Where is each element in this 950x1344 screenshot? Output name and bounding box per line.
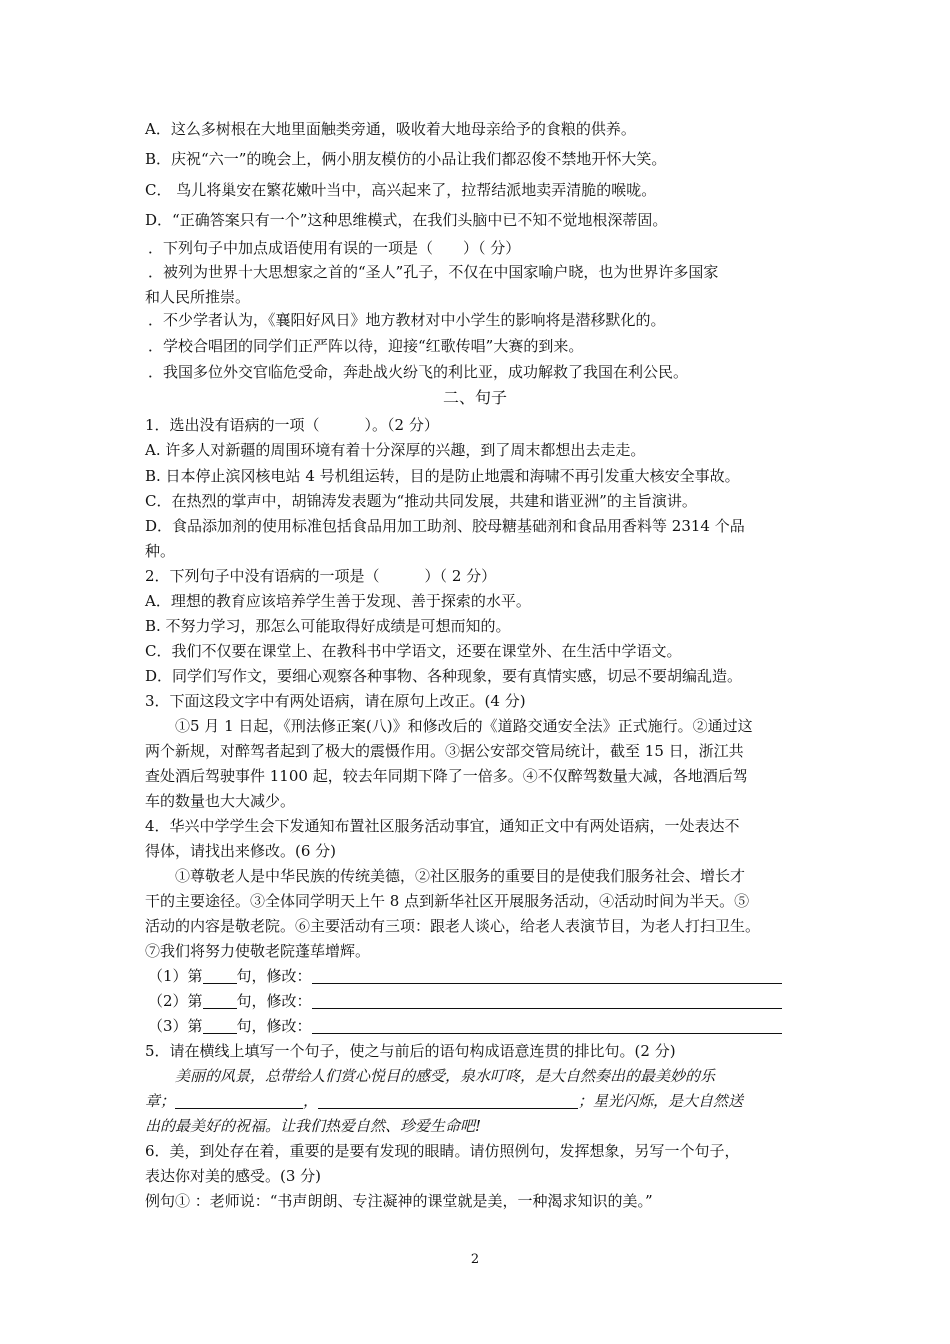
- answer-mid: 句，修改：: [236, 1017, 312, 1035]
- q4-passage: ①尊敬老人是中华民族的传统美德，②社区服务的重要目的是使我们服务社会、增长才: [175, 867, 746, 885]
- option-c: C． 鸟儿将巢安在繁花嫩叶当中，高兴起来了，拉帮结派地卖弄清脆的喉咙。: [145, 181, 657, 199]
- q6-example: 例句① ：老师说：“书声朗朗、专注凝神的课堂就是美，一种渴求知识的美。”: [145, 1192, 653, 1210]
- option-line: 和人民所推崇。: [145, 288, 251, 306]
- q4-stem: 4．华兴中学学生会下发通知布置社区服务活动事宜，通知正文中有两处语病，一处表达不: [145, 817, 740, 835]
- answer-blank[interactable]: [203, 1017, 237, 1034]
- question-stem: ．下列句子中加点成语使用有误的一项是（ ）（ 分）: [148, 239, 521, 257]
- q1-option: C．在热烈的掌声中，胡锦涛发表题为“推动共同发展，共建和谐亚洲”的主旨演讲。: [145, 492, 697, 510]
- page-number: 2: [470, 1252, 480, 1267]
- q4-passage: ⑦我们将努力使敬老院蓬荜增辉。: [145, 942, 371, 960]
- q5-text: ，: [303, 1092, 319, 1110]
- answer-blank[interactable]: [312, 1017, 782, 1034]
- q2-option: C．我们不仅要在课堂上、在教科书中学语文，还要在课堂外、在生活中学语文。: [145, 642, 682, 660]
- q1-option: A. 许多人对新疆的周围环境有着十分深厚的兴趣，到了周末都想出去走走。: [145, 441, 646, 459]
- q2-option: A．理想的教育应该培养学生善于发现、善于探索的水平。: [145, 592, 531, 610]
- q5-line: 美丽的风景，总带给人们赏心悦目的感受，泉水叮咚，是大自然奏出的最美妙的乐: [175, 1067, 716, 1085]
- answer-prefix: （3）第: [148, 1017, 203, 1035]
- answer-row: [148, 1016, 782, 1036]
- q3-passage: 两个新规，对醉驾者起到了极大的震慑作用。③据公安部交管局统计，截至 15 日，浙江共: [145, 742, 744, 760]
- q6-stem: 表达你对美的感受。(3 分): [145, 1167, 322, 1185]
- answer-row: [148, 991, 782, 1011]
- q5-text: 章；: [145, 1092, 176, 1110]
- q5-blank[interactable]: [175, 1092, 303, 1109]
- answer-blank[interactable]: [312, 992, 782, 1009]
- q5-line: [145, 1091, 810, 1111]
- q6-stem: 6．美，到处存在着，重要的是要有发现的眼睛。请仿照例句，发挥想象，另写一个句子，: [145, 1142, 740, 1160]
- q1-option: 种。: [145, 542, 176, 560]
- q1-option: D．食品添加剂的使用标准包括食品用加工助剂、胶母糖基础剂和食品用香料等 2314 个品: [145, 517, 745, 535]
- answer-row: [148, 966, 782, 986]
- q3-stem: 3．下面这段文字中有两处语病，请在原句上改正。(4 分): [145, 692, 526, 710]
- option-line: ．学校合唱团的同学们正严阵以待，迎接“红歌传唱”大赛的到来。: [148, 337, 584, 355]
- q2-option: B. 不努力学习，那怎么可能取得好成绩是可想而知的。: [145, 617, 511, 635]
- q3-passage: 查处酒后驾驶事件 1100 起，较去年同期下降了一倍多。④不仅醉驾数量大减，各地酒后驾: [145, 767, 748, 785]
- q4-stem: 得体，请找出来修改。(6 分): [145, 842, 337, 860]
- q5-text: ；星光闪烁，是大自然送: [578, 1092, 744, 1110]
- answer-blank[interactable]: [203, 967, 237, 984]
- q2-option: D．同学们写作文，要细心观察各种事物、各种现象，要有真情实感，切忌不要胡编乱造。: [145, 667, 743, 685]
- option-a: A．这么多树根在大地里面触类旁通，吸收着大地母亲给予的食粮的供养。: [145, 120, 636, 138]
- q5-blank[interactable]: [318, 1092, 578, 1109]
- q1-stem: 1．选出没有语病的一项（ ）。（2 分）: [145, 416, 439, 434]
- answer-blank[interactable]: [312, 967, 782, 984]
- answer-mid: 句，修改：: [236, 967, 312, 985]
- section-heading: 二、句子: [442, 388, 507, 407]
- q5-line: 出的最美好的祝福。让我们热爱自然、珍爱生命吧!: [145, 1117, 482, 1135]
- q5-stem: 5．请在横线上填写一个句子，使之与前后的语句构成语意连贯的排比句。(2 分): [145, 1042, 676, 1060]
- q1-option: B. 日本停止滨冈核电站 4 号机组运转，目的是防止地震和海啸不再引发重大核安全事故。: [145, 467, 740, 485]
- answer-mid: 句，修改：: [236, 992, 312, 1010]
- answer-prefix: （2）第: [148, 992, 203, 1010]
- q4-passage: 干的主要途径。③全体同学明天上午 8 点到新华社区开展服务活动，④活动时间为半天。⑤: [145, 892, 750, 910]
- q2-stem: 2．下列句子中没有语病的一项是（ ）（ 2 分）: [145, 567, 497, 585]
- q3-passage: 车的数量也大大减少。: [145, 792, 296, 810]
- answer-blank[interactable]: [203, 992, 237, 1009]
- option-line: ．不少学者认为，《襄阳好风日》地方教材对中小学生的影响将是潜移默化的。: [148, 311, 666, 329]
- q3-passage: ①5 月 1 日起，《刑法修正案(八)》和修改后的《道路交通安全法》正式施行。②通过这: [175, 717, 753, 735]
- answer-prefix: （1）第: [148, 967, 203, 985]
- option-line: ．我国多位外交官临危受命，奔赴战火纷飞的利比亚，成功解救了我国在利公民。: [148, 363, 689, 381]
- option-b: B．庆祝“六一”的晚会上，俩小朋友模仿的小品让我们都忍俊不禁地开怀大笑。: [145, 150, 667, 168]
- option-d: D．“正确答案只有一个”这种思维模式，在我们头脑中已不知不觉地根深蒂固。: [145, 211, 668, 229]
- q4-passage: 活动的内容是敬老院。⑥主要活动有三项：跟老人谈心，给老人表演节目，为老人打扫卫生。: [145, 917, 761, 935]
- option-line: ．被列为世界十大思想家之首的“圣人”孔子，不仅在中国家喻户晓，也为世界许多国家: [148, 263, 719, 281]
